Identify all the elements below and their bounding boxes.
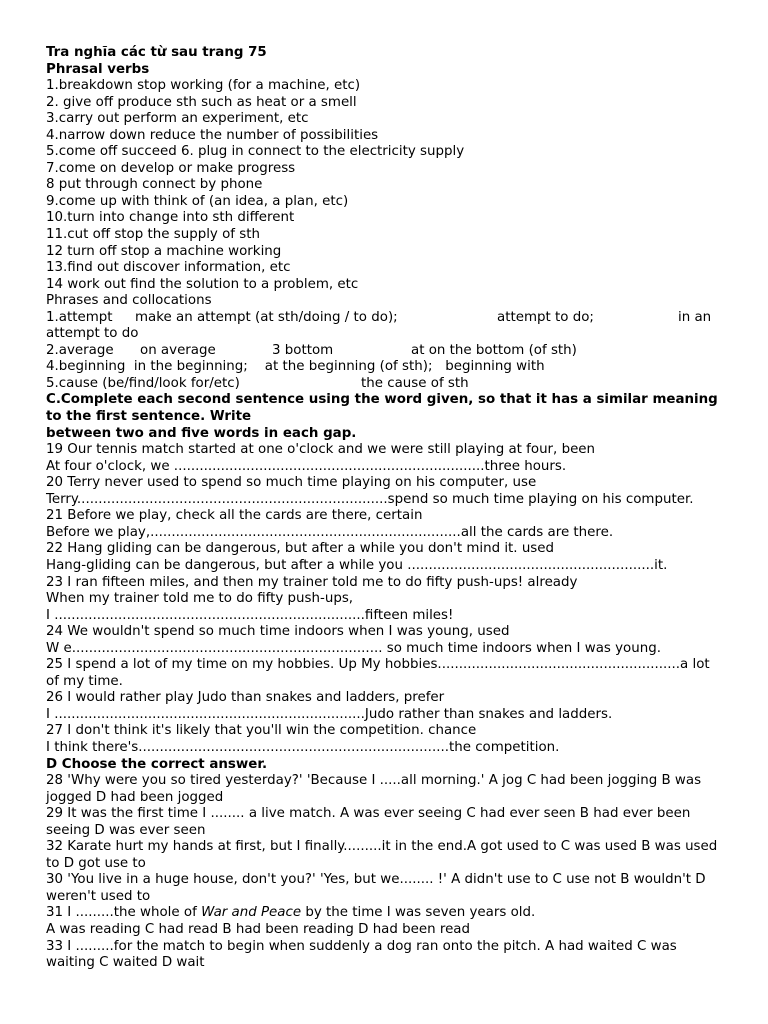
exercise-line: When my trainer told me to do fifty push-ups, [46, 591, 354, 607]
collocation-word: 5.cause (be/find/look for/etc) [46, 375, 240, 391]
question-31 [46, 905, 726, 922]
collocation-phrase: on average [140, 342, 216, 358]
collocation-phrase: at on the bottom (of sth) [411, 342, 577, 358]
worksheet [46, 45, 726, 972]
exercise-line: 21 Before we play, check all the cards are there, certain [46, 508, 423, 524]
question-28: 28 'Why were you so tired yesterday?' 'Because I .....all morning.' A jog C had been jogging B was jogged D had been jogged [46, 773, 702, 805]
question-33: 33 I .........for the match to begin when suddenly a dog ran onto the pitch. A had waited C was waiting C waited D wait [46, 938, 677, 971]
phrasal-verb-item: 3.carry out perform an experiment, etc [46, 111, 309, 127]
phrasal-verb-item: 2. give off produce sth such as heat or a smell [46, 94, 357, 110]
exercise-line: Hang-gliding can be dangerous, but after a while you ..........................................................it. [46, 557, 668, 573]
collocation-phrase: 3 bottom [272, 342, 334, 358]
phrasal-verb-item: 14 work out find the solution to a problem, etc [46, 276, 359, 292]
collocation-phrase: in an [678, 309, 712, 325]
question-30: 30 'You live in a huge house, don't you?' 'Yes, but we........ !' A didn't use to C use not B wouldn't D weren't used to [46, 872, 706, 904]
phrasal-verb-item: 8 put through connect by phone [46, 177, 263, 193]
phrasal-verbs-heading: Phrasal verbs [46, 61, 150, 77]
exercise-line: 26 I would rather play Judo than snakes and ladders, prefer [46, 690, 445, 706]
collocation-phrase: the cause of sth [361, 375, 469, 391]
collocation-word: 1.attempt [46, 309, 113, 325]
exercise-line: I .........................................................................Judo rather than snakes and ladders. [46, 706, 613, 722]
collocation-word: 2.average [46, 342, 114, 358]
exercise-line: I think there's.........................................................................the competition. [46, 739, 560, 755]
question-31-start: 31 I .........the whole of [46, 905, 202, 921]
phrasal-verb-item: 4.narrow down reduce the number of possibilities [46, 127, 379, 143]
worksheet-title: Tra nghĩa các từ sau trang 75 [46, 45, 267, 60]
exercise-line: I .........................................................................fifteen miles! [46, 607, 454, 623]
exercise-line: Terry.........................................................................spend so much time playing on his computer. [46, 491, 694, 507]
exercise-line: 25 I spend a lot of my time on my hobbies. Up My hobbies.........................................................a lot of my time. [46, 657, 710, 689]
collocation-continuation: attempt to do [46, 326, 139, 342]
phrasal-verb-item: 10.turn into change into sth different [46, 210, 295, 226]
collocation-phrase: make an attempt (at sth/doing / to do); [135, 309, 398, 325]
phrasal-verb-item: 12 turn off stop a machine working [46, 243, 282, 259]
collocation-phrase: attempt to do; [497, 309, 594, 325]
collocation-row-attempt [46, 310, 726, 327]
collocation-row-cause [46, 376, 726, 393]
phrasal-verb-item: 5.come off succeed 6. plug in connect to the electricity supply [46, 144, 465, 160]
phrasal-verb-item: 11.cut off stop the supply of sth [46, 227, 260, 243]
section-d-heading: D Choose the correct answer. [46, 756, 268, 772]
exercise-line: 22 Hang gliding can be dangerous, but after a while you don't mind it. used [46, 541, 555, 557]
question-31-options: A was reading C had read B had been reading D had been read [46, 921, 471, 937]
collocation-row-beginning: 4.beginning in the beginning; at the beginning (of sth); beginning with [46, 359, 545, 375]
book-title: War and Peace [201, 905, 302, 921]
question-31-end: by the time I was seven years old. [301, 905, 536, 921]
phrasal-verb-item: 1.breakdown stop working (for a machine, etc) [46, 78, 361, 94]
exercise-line: 24 We wouldn't spend so much time indoors when I was young, used [46, 624, 510, 640]
exercise-line: Before we play,.........................................................................all the cards are there. [46, 524, 614, 540]
section-c-heading: C.Complete each second sentence using the word given, so that it has a similar meaning to the first sentence. Write [46, 392, 718, 425]
exercise-line: 19 Our tennis match started at one o'clock and we were still playing at four, been [46, 442, 596, 458]
exercise-line: 20 Terry never used to spend so much time playing on his computer, use [46, 475, 537, 491]
collocations-heading: Phrases and collocations [46, 293, 212, 309]
exercise-line: 23 I ran fifteen miles, and then my trainer told me to do fifty push-ups! already [46, 574, 578, 590]
phrasal-verb-item: 9.come up with think of (an idea, a plan, etc) [46, 193, 349, 209]
question-29: 29 It was the first time I ........ a live match. A was ever seeing C had ever seen B had ever been seeing D was ever seen [46, 806, 691, 838]
exercise-line: 27 I don't think it's likely that you'll win the competition. chance [46, 723, 477, 739]
phrasal-verb-item: 7.come on develop or make progress [46, 160, 296, 176]
phrasal-verb-item: 13.find out discover information, etc [46, 260, 291, 276]
question-32: 32 Karate hurt my hands at first, but I finally.........it in the end.A got used to C was used B was used to D got use to [46, 839, 718, 871]
collocation-row-average [46, 343, 726, 360]
section-c-heading-line2: between two and five words in each gap. [46, 425, 357, 441]
exercise-line: W e......................................................................... so much time indoors when I was young. [46, 640, 661, 656]
exercise-line: At four o'clock, we .........................................................................three hours. [46, 458, 567, 474]
